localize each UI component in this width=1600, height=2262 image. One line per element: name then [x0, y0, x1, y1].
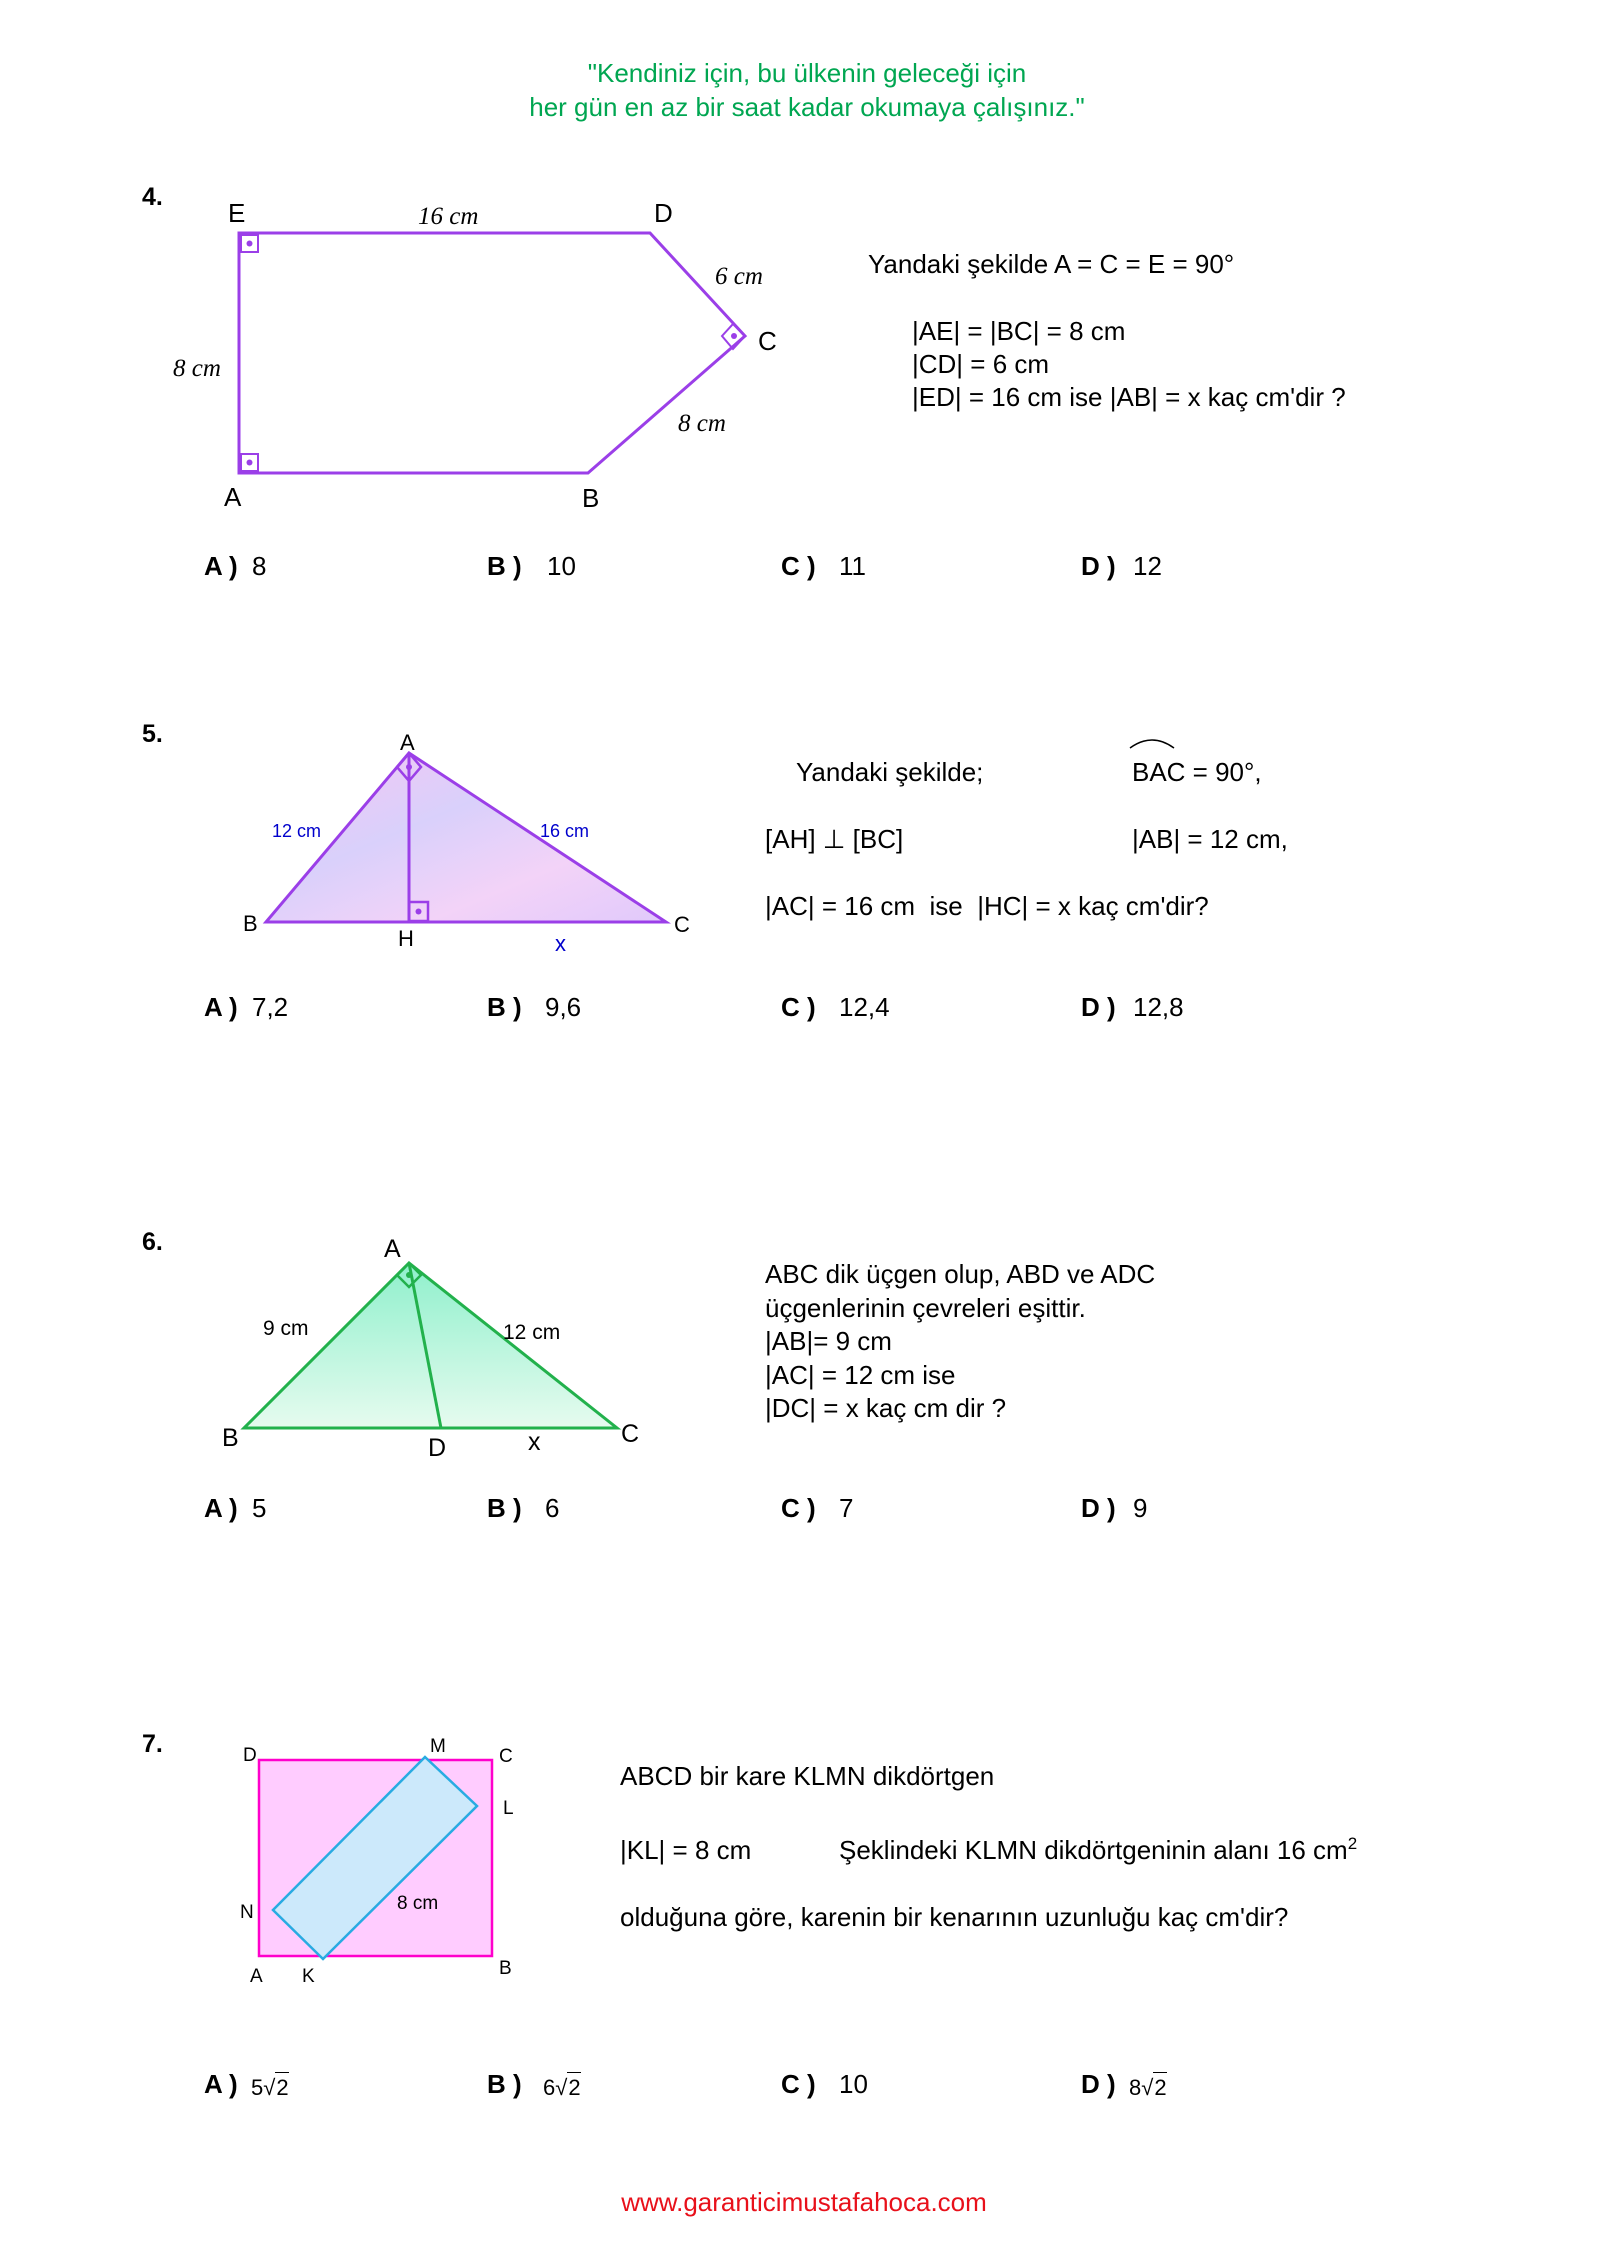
- radicand: 2: [1153, 2072, 1166, 2103]
- label-ac: 12 cm: [503, 1321, 561, 1344]
- question-text: |AB|= 9 cm: [765, 1326, 892, 1356]
- radicand: 2: [275, 2072, 288, 2103]
- label-A: A: [400, 730, 415, 755]
- option-letter[interactable]: B ): [487, 2069, 522, 2099]
- label-ae: 8 cm: [173, 355, 221, 382]
- label-cb: 8 cm: [678, 410, 726, 437]
- angle-arc-icon: [1130, 740, 1174, 748]
- label-B: B: [222, 1424, 239, 1452]
- label-x: x: [528, 1428, 541, 1456]
- option-letter[interactable]: D ): [1081, 551, 1116, 581]
- question-text: [AH] ⊥ [BC]: [765, 824, 904, 854]
- label-N: N: [240, 1902, 254, 1923]
- coef: 6: [543, 2075, 556, 2100]
- label-B: B: [243, 911, 258, 936]
- label-D: D: [428, 1434, 447, 1462]
- superscript: 2: [1347, 1834, 1358, 1853]
- question-number: 6.: [142, 1228, 163, 1256]
- question-text: üçgenlerinin çevreleri eşittir.: [765, 1293, 1086, 1323]
- label-A: A: [384, 1235, 401, 1263]
- option-value[interactable]: 9,6: [545, 992, 582, 1022]
- coef: 8: [1129, 2075, 1142, 2100]
- label-E: E: [228, 198, 246, 228]
- coef: 5: [251, 2075, 264, 2100]
- question-text: |KL| = 8 cm: [620, 1835, 752, 1865]
- question-text: BAC = 90°,: [1132, 757, 1262, 787]
- option-value[interactable]: 5: [252, 1493, 267, 1523]
- option-value[interactable]: 7,2: [252, 992, 289, 1022]
- quote-line-2: her gün en az bir saat kadar okumaya çalışınız.": [529, 92, 1085, 122]
- option-letter[interactable]: A ): [204, 1493, 238, 1523]
- label-C: C: [499, 1746, 513, 1767]
- question-text: ABCD bir kare KLMN dikdörtgen: [620, 1761, 995, 1791]
- option-value[interactable]: 8: [252, 551, 267, 581]
- option-value[interactable]: 6√2: [543, 2072, 581, 2103]
- label-ac: 16 cm: [540, 821, 590, 841]
- label-ed: 16 cm: [418, 203, 479, 230]
- option-letter[interactable]: D ): [1081, 1493, 1116, 1523]
- option-value[interactable]: 12,4: [839, 992, 890, 1022]
- question-text: olduğuna göre, karenin bir kenarının uzunluğu kaç cm'dir?: [620, 1902, 1289, 1932]
- q5-figure: [243, 730, 1174, 956]
- question-text: |AE| = |BC| = 8 cm: [912, 316, 1126, 346]
- label-M: M: [430, 1736, 446, 1757]
- question-text: |AB| = 12 cm,: [1132, 824, 1288, 854]
- option-letter[interactable]: C ): [781, 992, 816, 1022]
- question-text: [839, 1835, 1357, 1865]
- question-text: |CD| = 6 cm: [912, 349, 1050, 379]
- q6-triangle: [244, 1263, 617, 1428]
- label-C: C: [621, 1420, 640, 1448]
- question-text: |AC| = 12 cm ise: [765, 1360, 956, 1390]
- label-x: x: [555, 931, 566, 956]
- option-value[interactable]: 12: [1133, 551, 1162, 581]
- option-letter[interactable]: B ): [487, 992, 522, 1022]
- radicand: 2: [567, 2072, 580, 2103]
- label-dc: 6 cm: [715, 263, 763, 290]
- option-letter[interactable]: B ): [487, 551, 522, 581]
- option-letter[interactable]: A ): [204, 551, 238, 581]
- question-number: 5.: [142, 720, 163, 748]
- question-text: Yandaki şekilde;: [796, 757, 984, 787]
- option-value[interactable]: 9: [1133, 1493, 1148, 1523]
- label-D: D: [654, 198, 673, 228]
- q7-figure: [240, 1736, 514, 1987]
- q5-triangle: [266, 753, 666, 922]
- q6-figure: [222, 1235, 639, 1462]
- label-kl: 8 cm: [397, 1893, 439, 1914]
- label-H: H: [398, 926, 414, 951]
- quote-line-1: "Kendiniz için, bu ülkenin geleceği için: [587, 58, 1027, 88]
- option-letter[interactable]: A ): [204, 992, 238, 1022]
- question-text: |ED| = 16 cm ise |AB| = x kaç cm'dir ?: [912, 382, 1346, 412]
- option-value[interactable]: 5√2: [251, 2072, 289, 2103]
- label-D: D: [243, 1745, 257, 1766]
- label-ab: 9 cm: [263, 1317, 309, 1340]
- q4-pentagon: [239, 233, 745, 473]
- label-C: C: [758, 326, 777, 356]
- option-letter[interactable]: C ): [781, 2069, 816, 2099]
- label-A: A: [250, 1966, 263, 1987]
- label-C: C: [674, 912, 690, 937]
- question-text: |AC| = 16 cm ise |HC| = x kaç cm'dir?: [765, 891, 1209, 921]
- option-value[interactable]: 7: [839, 1493, 854, 1523]
- option-value[interactable]: 12,8: [1133, 992, 1184, 1022]
- option-letter[interactable]: D ): [1081, 992, 1116, 1022]
- area-text: Şeklindeki KLMN dikdörtgeninin alanı 16 cm: [839, 1835, 1348, 1865]
- label-K: K: [302, 1966, 315, 1987]
- option-letter[interactable]: C ): [781, 1493, 816, 1523]
- option-value[interactable]: 10: [839, 2069, 868, 2099]
- question-text: |DC| = x kaç cm dir ?: [765, 1393, 1007, 1423]
- question-number: 4.: [142, 183, 163, 211]
- question-text: Yandaki şekilde A = C = E = 90°: [868, 249, 1235, 279]
- option-letter[interactable]: C ): [781, 551, 816, 581]
- option-value[interactable]: 6: [545, 1493, 560, 1523]
- option-letter[interactable]: D ): [1081, 2069, 1116, 2099]
- label-L: L: [503, 1798, 514, 1819]
- q4-figure: [173, 198, 777, 513]
- label-B: B: [499, 1958, 512, 1979]
- question-text: ABC dik üçgen olup, ABD ve ADC: [765, 1259, 1156, 1289]
- label-A: A: [224, 482, 242, 512]
- label-ab: 12 cm: [272, 821, 322, 841]
- label-B: B: [582, 483, 600, 513]
- option-letter[interactable]: B ): [487, 1493, 522, 1523]
- option-value[interactable]: 10: [547, 551, 576, 581]
- question-number: 7.: [142, 1730, 163, 1758]
- option-value[interactable]: 11: [839, 551, 866, 581]
- option-value[interactable]: 8√2: [1129, 2072, 1167, 2103]
- footer-url[interactable]: www.garanticimustafahoca.com: [621, 2187, 987, 2217]
- option-letter[interactable]: A ): [204, 2069, 238, 2099]
